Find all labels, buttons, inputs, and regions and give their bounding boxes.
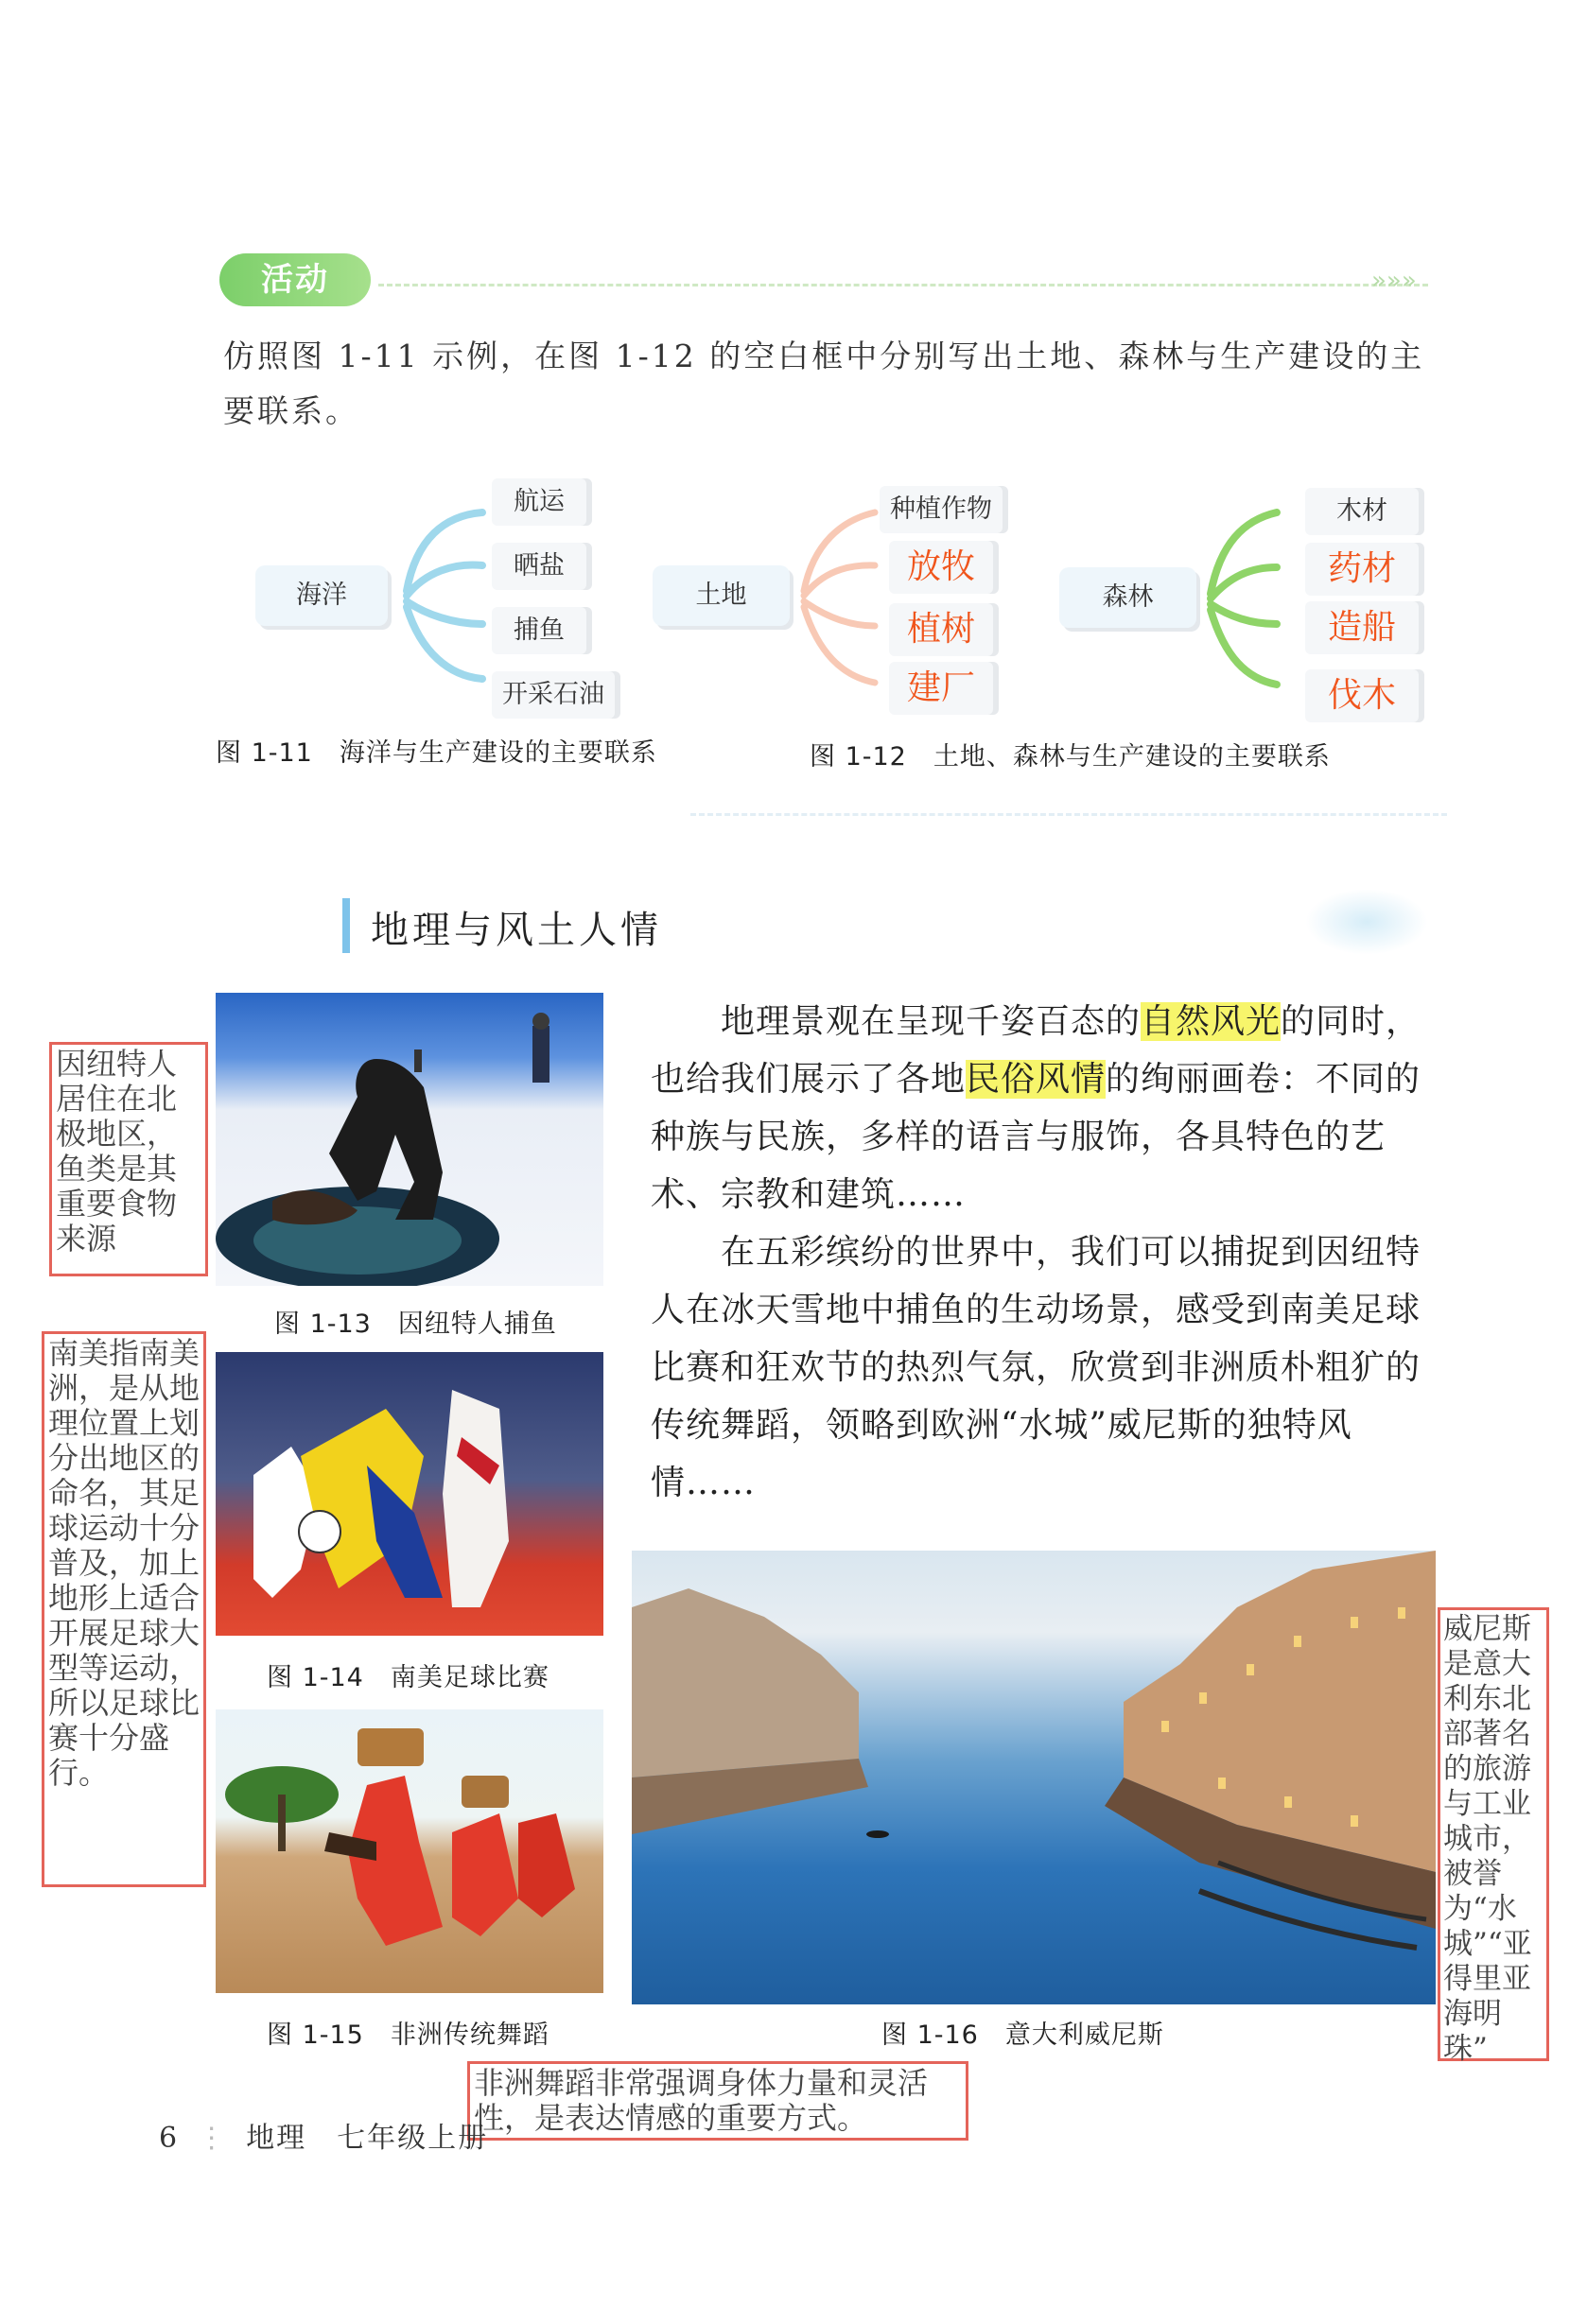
venice-scene <box>632 1551 1436 2004</box>
note-south-america: 南美指南美洲，是从地理位置上划分出地区的命名，其足球运动十分普及，加上地形上适合开展足球大型等运动，所以足球比赛十分盛行。 <box>42 1331 206 1887</box>
inuit-scene <box>216 993 603 1286</box>
activity-badge <box>219 253 371 306</box>
land-handwritten-item: 植树 <box>889 603 993 656</box>
forest-handwritten-item: 药材 <box>1305 543 1419 596</box>
caption-fig-1-15: 图 1-15 非洲传统舞蹈 <box>267 2020 549 2050</box>
land-handwritten-item: 建厂 <box>889 662 993 715</box>
note-inuit: 因纽特人居住在北极地区，鱼类是其重要食物来源 <box>49 1042 208 1276</box>
photo-football-match <box>216 1352 603 1636</box>
figure-1-11-item: 捕鱼 <box>492 607 586 654</box>
forest-handwritten-item: 伐木 <box>1305 669 1419 722</box>
body-p1-part: 地理景观在呈现千姿百态的 <box>721 1002 1142 1041</box>
forest-printed-item: 木材 <box>1305 488 1419 535</box>
page-footer <box>159 2114 488 2156</box>
section-divider <box>690 813 1447 816</box>
figure-1-12 <box>653 473 1438 728</box>
caption-fig-1-13: 图 1-13 因纽特人捕鱼 <box>274 1309 557 1339</box>
caption-fig-1-14: 图 1-14 南美足球比赛 <box>267 1663 549 1692</box>
activity-badge-label: 活动 <box>261 261 329 299</box>
land-printed-item: 种植作物 <box>880 486 1003 533</box>
activity-end-marks: »»» <box>1371 267 1417 295</box>
note-venice: 威尼斯是意大利东北部著名的旅游与工业城市，被誉为“水城”“亚得里亚海明珠” <box>1438 1607 1549 2061</box>
figure-1-12-caption: 图 1-12 土地、森林与生产建设的主要联系 <box>810 742 1331 772</box>
figure-1-11-center: 海洋 <box>255 565 388 626</box>
book-title: 地理 七年级上册 <box>246 2122 489 2155</box>
footer-separator: ⋮ <box>197 2122 228 2155</box>
body-p1-part: 的绚丽画卷：不同的种族与民族，多样的语言与服饰，各具特色的艺术、宗教和建筑…… <box>651 1060 1421 1214</box>
highlight-natural-scenery: 自然风光 <box>1141 1002 1282 1041</box>
figure-1-11-item: 航运 <box>492 478 586 526</box>
activity-divider <box>378 284 1428 286</box>
section-decoration <box>1305 889 1428 955</box>
land-handwritten-item: 放牧 <box>889 541 993 594</box>
section-accent-bar <box>342 898 350 953</box>
photo-african-dance <box>216 1709 603 1993</box>
land-center: 土地 <box>653 565 790 626</box>
figure-1-11-item: 开采石油 <box>492 671 615 719</box>
forest-center: 森林 <box>1059 567 1196 628</box>
body-text <box>651 993 1436 1512</box>
activity-instruction: 仿照图 1-11 示例，在图 1-12 的空白框中分别写出土地、森林与生产建设的主要联系。 <box>223 338 1425 429</box>
section-title: 地理与风土人情 <box>371 909 662 952</box>
football-scene <box>216 1352 603 1636</box>
dance-scene <box>216 1709 603 1993</box>
note-africa: 非洲舞蹈非常强调身体力量和灵活性，是表达情感的重要方式。 <box>467 2061 968 2141</box>
body-paragraph-1 <box>651 993 1436 1223</box>
figure-1-11 <box>255 473 624 719</box>
caption-fig-1-16: 图 1-16 意大利威尼斯 <box>881 2020 1164 2050</box>
body-p1-part: 的同时，也给我们展示了各地 <box>651 1002 1421 1099</box>
photo-inuit-fishing <box>216 993 603 1286</box>
figure-1-11-item: 晒盐 <box>492 543 586 590</box>
body-paragraph-2: 在五彩缤纷的世界中，我们可以捕捉到因纽特人在冰天雪地中捕鱼的生动场景，感受到南美足球比赛和狂欢节的热烈气氛，欣赏到非洲质朴粗犷的传统舞蹈，领略到欧洲“水城”威尼斯的独特风情…… <box>651 1233 1421 1502</box>
page-number: 6 <box>159 2122 180 2155</box>
highlight-folk-customs: 民俗风情 <box>966 1060 1107 1099</box>
photo-venice <box>632 1551 1436 2004</box>
forest-handwritten-item: 造船 <box>1305 601 1419 654</box>
figure-1-11-caption: 图 1-11 海洋与生产建设的主要联系 <box>216 738 657 768</box>
